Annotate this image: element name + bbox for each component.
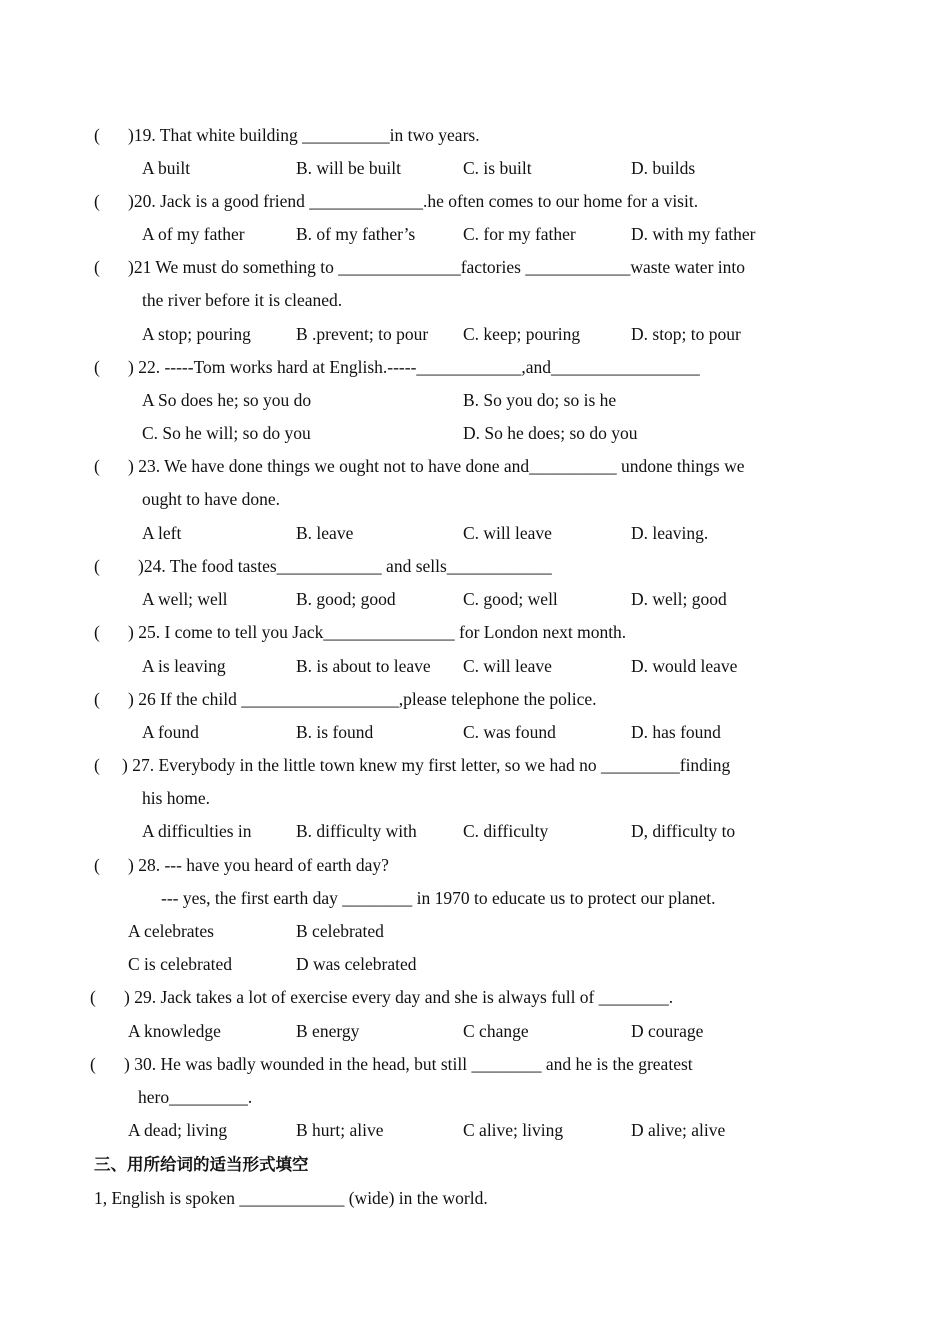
q19-option-b: B. will be built <box>296 158 401 178</box>
q19-option-a: A built <box>142 158 191 178</box>
question-text: ) 29. Jack takes a lot of exercise every day and she is always full of ________. <box>124 987 674 1007</box>
q19-option-d: D. builds <box>631 158 696 178</box>
q29-option-a: A knowledge <box>128 1021 221 1041</box>
q21-option-a: A stop; pouring <box>142 324 251 344</box>
q21-option-c: C. keep; pouring <box>463 324 581 344</box>
q25-option-b: B. is about to leave <box>296 656 431 676</box>
q22-option-c: C. So he will; so do you <box>142 423 311 443</box>
answer-paren[interactable]: ( <box>94 689 100 709</box>
question-28-continuation: --- yes, the first earth day ________ in 1970 to educate us to protect our planet. <box>161 888 716 908</box>
question-30-stem <box>90 1048 693 1081</box>
q28-option-a: A celebrates <box>128 921 214 941</box>
answer-paren[interactable]: ( <box>94 191 100 211</box>
question-text: )24. The food tastes____________ and sells____________ <box>138 556 552 576</box>
q30-option-d: D alive; alive <box>631 1120 726 1140</box>
q25-option-c: C. will leave <box>463 656 552 676</box>
q27-option-c: C. difficulty <box>463 821 549 841</box>
question-text: ) 27. Everybody in the little town knew my first letter, so we had no _________finding <box>122 755 731 775</box>
question-text: )20. Jack is a good friend _____________.he often comes to our home for a visit. <box>128 191 699 211</box>
q24-option-d: D. well; good <box>631 589 727 609</box>
answer-paren[interactable]: ( <box>94 855 100 875</box>
question-24-stem <box>94 550 552 583</box>
q30-option-b: B hurt; alive <box>296 1120 384 1140</box>
question-19-stem <box>94 119 480 152</box>
answer-paren[interactable]: ( <box>94 125 100 145</box>
question-text: ) 26 If the child __________________,please telephone the police. <box>128 689 597 709</box>
q26-option-b: B. is found <box>296 722 374 742</box>
answer-paren[interactable]: ( <box>90 987 96 1007</box>
q27-option-a: A difficulties in <box>142 821 252 841</box>
q30-option-c: C alive; living <box>463 1120 564 1140</box>
question-text: ) 22. -----Tom works hard at English.-----____________,and_________________ <box>128 357 700 377</box>
q20-option-b: B. of my father’s <box>296 224 416 244</box>
question-30-continuation: hero_________. <box>138 1087 253 1107</box>
q25-option-d: D. would leave <box>631 656 738 676</box>
q24-option-a: A well; well <box>142 589 228 609</box>
question-28-stem <box>94 849 389 882</box>
q20-option-a: A of my father <box>142 224 245 244</box>
q27-option-d: D, difficulty to <box>631 821 736 841</box>
q22-option-b: B. So you do; so is he <box>463 390 617 410</box>
q20-option-d: D. with my father <box>631 224 756 244</box>
q22-option-a: A So does he; so you do <box>142 390 312 410</box>
q24-option-b: B. good; good <box>296 589 396 609</box>
section-3-title: 三、用所给词的适当形式填空 <box>94 1155 309 1174</box>
question-22-stem <box>94 351 700 384</box>
q21-option-d: D. stop; to pour <box>631 324 741 344</box>
question-27-stem <box>94 749 730 782</box>
question-text: ) 28. --- have you heard of earth day? <box>128 855 389 875</box>
q29-option-c: C change <box>463 1021 529 1041</box>
answer-paren[interactable]: ( <box>94 755 100 775</box>
answer-paren[interactable]: ( <box>94 456 100 476</box>
answer-paren[interactable]: ( <box>94 357 100 377</box>
question-text: )19. That white building __________in two years. <box>128 125 480 145</box>
question-21-continuation: the river before it is cleaned. <box>142 290 343 310</box>
answer-paren[interactable]: ( <box>94 622 100 642</box>
q23-option-c: C. will leave <box>463 523 552 543</box>
q20-option-c: C. for my father <box>463 224 576 244</box>
question-text: ) 25. I come to tell you Jack_______________ for London next month. <box>128 622 627 642</box>
q21-option-b: B .prevent; to pour <box>296 324 429 344</box>
question-23-continuation: ought to have done. <box>142 489 281 509</box>
q25-option-a: A is leaving <box>142 656 226 676</box>
q23-option-a: A left <box>142 523 182 543</box>
answer-paren[interactable]: ( <box>94 556 100 576</box>
q24-option-c: C. good; well <box>463 589 558 609</box>
q28-option-c: C is celebrated <box>128 954 232 974</box>
question-27-continuation: his home. <box>142 788 211 808</box>
q30-option-a: A dead; living <box>128 1120 228 1140</box>
question-26-stem <box>94 683 597 716</box>
q29-option-b: B energy <box>296 1021 360 1041</box>
question-text: ) 23. We have done things we ought not to have done and__________ undone things we <box>128 456 745 476</box>
q19-option-c: C. is built <box>463 158 532 178</box>
answer-paren[interactable]: ( <box>90 1054 96 1074</box>
question-20-stem <box>94 185 698 218</box>
question-25-stem <box>94 616 626 649</box>
q26-option-c: C. was found <box>463 722 556 742</box>
q27-option-b: B. difficulty with <box>296 821 417 841</box>
q23-option-b: B. leave <box>296 523 354 543</box>
answer-paren[interactable]: ( <box>94 257 100 277</box>
question-21-stem <box>94 251 745 284</box>
question-29-stem <box>90 981 673 1014</box>
q22-option-d: D. So he does; so do you <box>463 423 638 443</box>
q23-option-d: D. leaving. <box>631 523 709 543</box>
q28-option-d: D was celebrated <box>296 954 417 974</box>
q26-option-d: D. has found <box>631 722 721 742</box>
q29-option-d: D courage <box>631 1021 704 1041</box>
question-23-stem <box>94 450 745 483</box>
q28-option-b: B celebrated <box>296 921 384 941</box>
question-text: )21 We must do something to ______________factories ____________waste water into <box>128 257 746 277</box>
question-text: ) 30. He was badly wounded in the head, but still ________ and he is the greatest <box>124 1054 693 1074</box>
q26-option-a: A found <box>142 722 199 742</box>
fill-in-item-1: 1, English is spoken ____________ (wide) in the world. <box>94 1188 488 1208</box>
